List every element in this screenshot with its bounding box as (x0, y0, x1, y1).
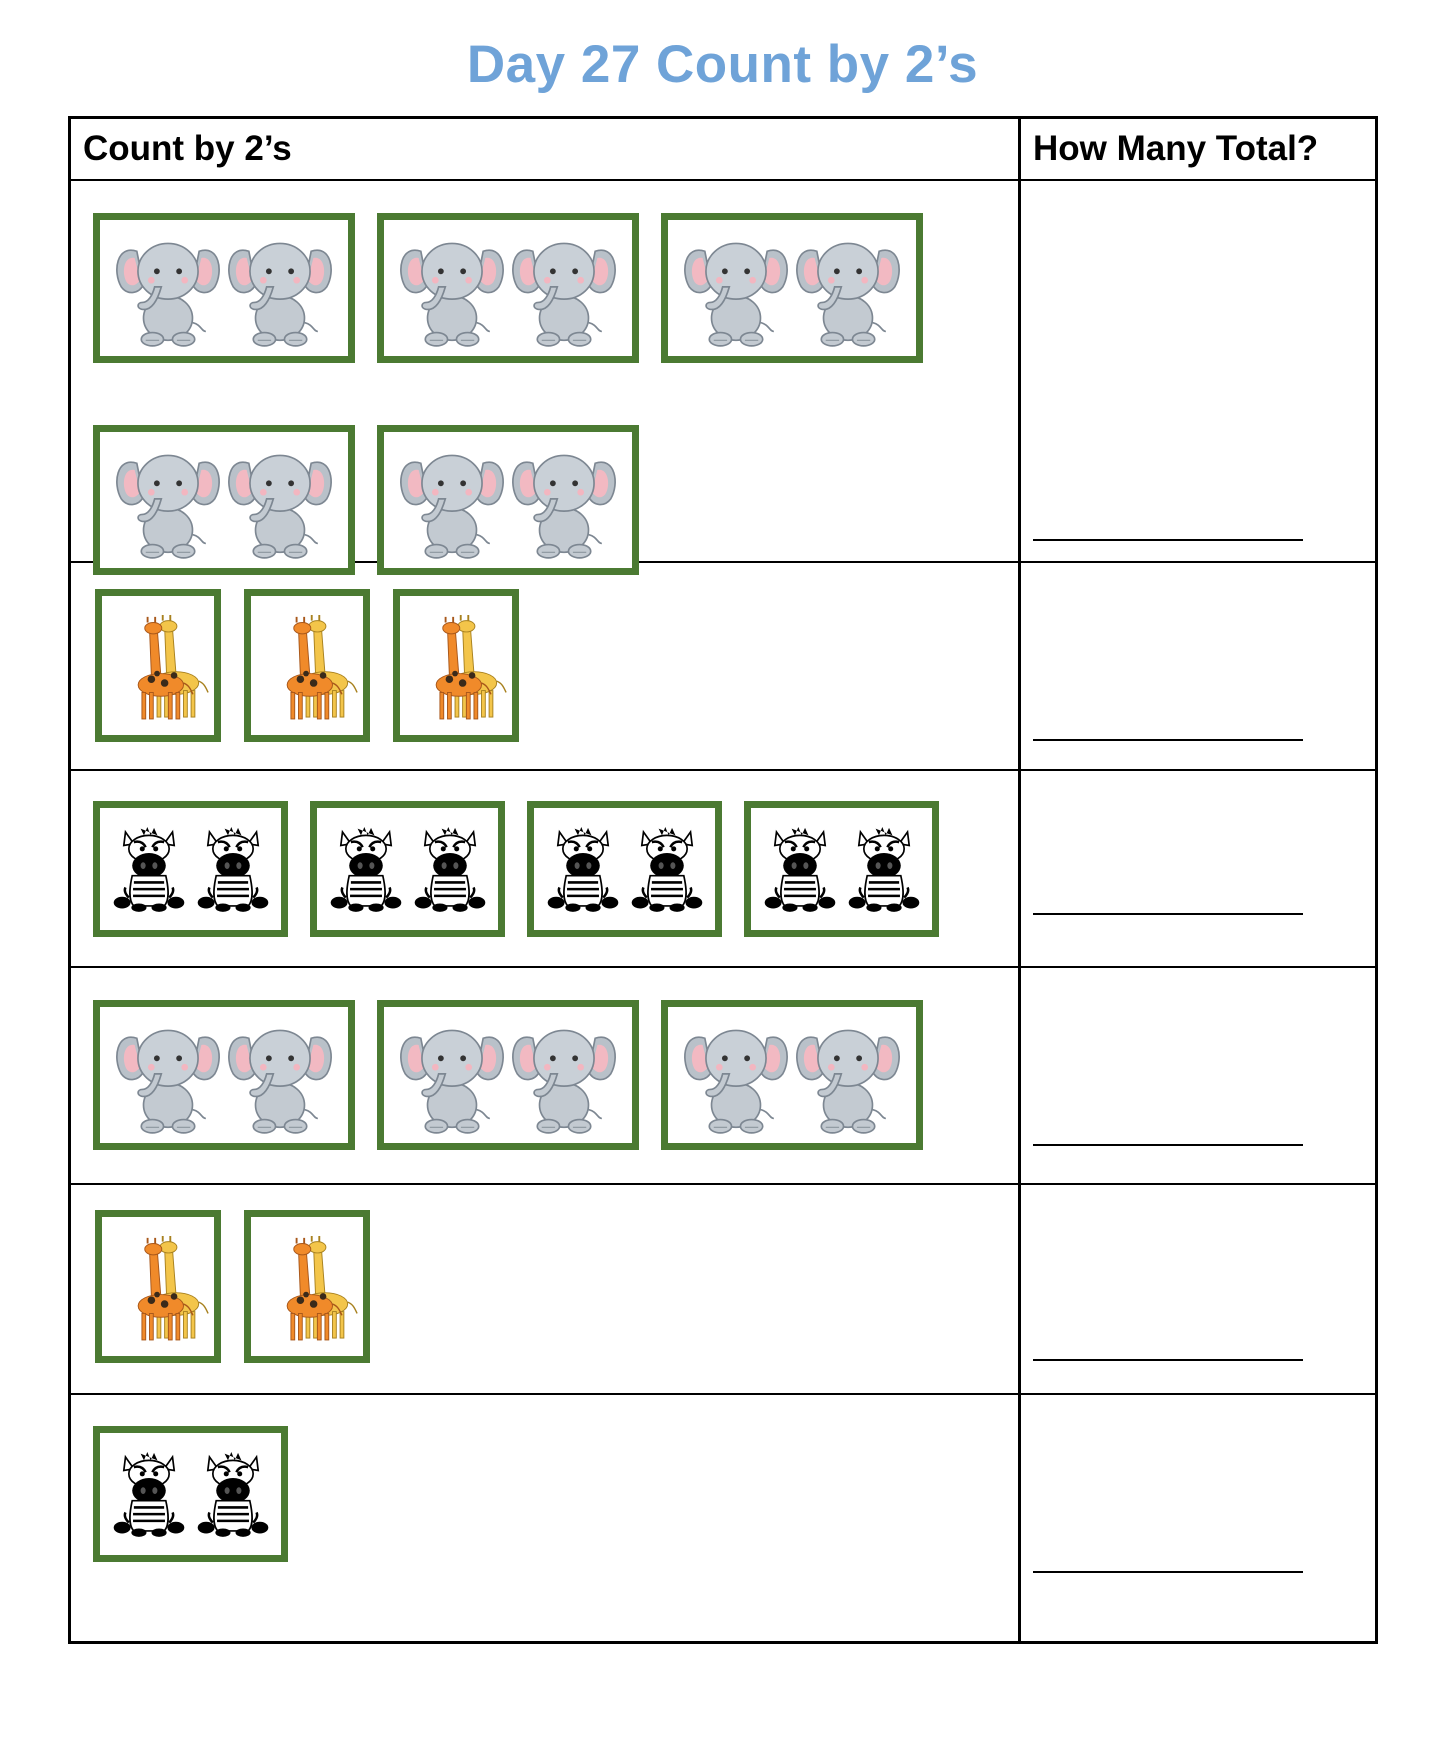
elephant-icon (792, 229, 904, 347)
header-count-by-twos: Count by 2’s (83, 129, 292, 168)
elephant-card (377, 1000, 639, 1150)
elephant-card (93, 1000, 355, 1150)
answer-line[interactable] (1033, 913, 1303, 915)
giraffe-card (95, 1210, 221, 1363)
elephant-icon (680, 1016, 792, 1134)
zebra-icon (842, 819, 926, 919)
table-row-zebras-2 (71, 1395, 1375, 1647)
elephant-icon (224, 441, 336, 559)
zebra-icon (107, 819, 191, 919)
zebra-icon (107, 1444, 191, 1544)
elephant-card (661, 1000, 923, 1150)
table-row-zebras-1 (71, 771, 1375, 968)
table-row-elephants-2 (71, 968, 1375, 1185)
giraffe-card (393, 589, 519, 742)
zebra-card (93, 801, 288, 937)
answer-line[interactable] (1033, 539, 1303, 541)
giraffe-card (244, 1210, 370, 1363)
answer-line[interactable] (1033, 1144, 1303, 1146)
elephant-card (93, 425, 355, 575)
table-row-giraffes-1 (71, 563, 1375, 771)
elephant-icon (508, 441, 620, 559)
elephant-icon (112, 1016, 224, 1134)
answer-line[interactable] (1033, 1359, 1303, 1361)
zebra-icon (408, 819, 492, 919)
elephant-icon (224, 1016, 336, 1134)
giraffe-card (244, 589, 370, 742)
zebra-card (744, 801, 939, 937)
elephant-icon (508, 229, 620, 347)
table-header-row (71, 119, 1375, 181)
zebra-icon (625, 819, 709, 919)
elephant-card (377, 425, 639, 575)
elephant-icon (396, 441, 508, 559)
giraffe-pair-icon (255, 1229, 359, 1345)
elephant-icon (396, 1016, 508, 1134)
giraffe-pair-icon (106, 608, 210, 724)
header-how-many-total: How Many Total? (1033, 129, 1319, 168)
elephant-card (377, 213, 639, 363)
zebra-icon (541, 819, 625, 919)
elephant-card (661, 213, 923, 363)
giraffe-pair-icon (404, 608, 508, 724)
answer-line[interactable] (1033, 1571, 1303, 1573)
elephant-icon (112, 441, 224, 559)
elephant-icon (680, 229, 792, 347)
zebra-icon (191, 819, 275, 919)
table-row-elephants-1 (71, 181, 1375, 563)
elephant-icon (396, 229, 508, 347)
zebra-card (93, 1426, 288, 1562)
zebra-card (527, 801, 722, 937)
zebra-icon (758, 819, 842, 919)
zebra-icon (324, 819, 408, 919)
zebra-card (310, 801, 505, 937)
answer-line[interactable] (1033, 739, 1303, 741)
giraffe-pair-icon (106, 1229, 210, 1345)
page-title: Day 27 Count by 2’s (466, 35, 979, 94)
elephant-icon (112, 229, 224, 347)
elephant-card (93, 213, 355, 363)
elephant-icon (508, 1016, 620, 1134)
giraffe-pair-icon (255, 608, 359, 724)
zebra-icon (191, 1444, 275, 1544)
count-by-twos-table (68, 116, 1378, 1644)
table-row-giraffes-2 (71, 1185, 1375, 1395)
elephant-icon (792, 1016, 904, 1134)
elephant-icon (224, 229, 336, 347)
giraffe-card (95, 589, 221, 742)
